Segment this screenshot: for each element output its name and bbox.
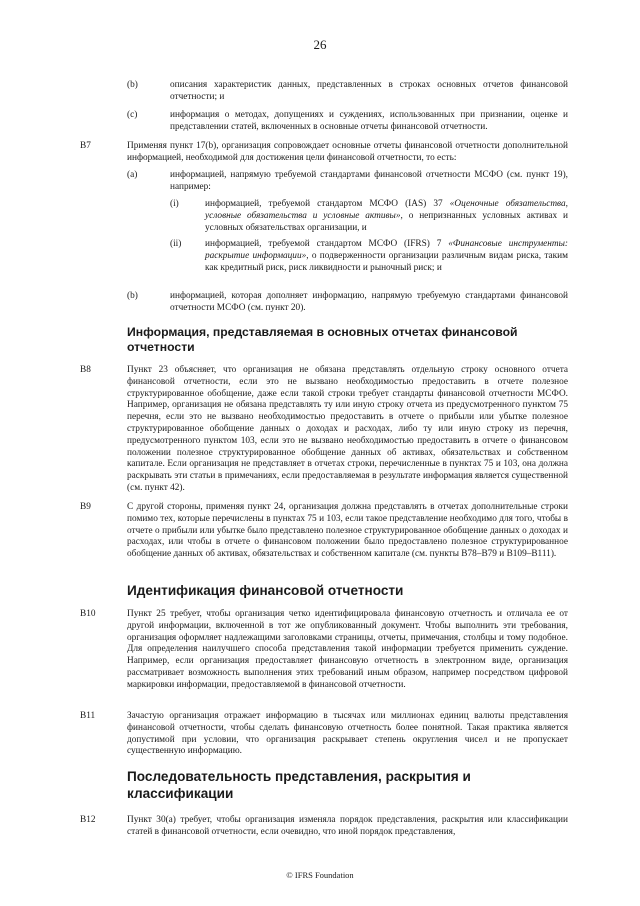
para-label-b8: B8 [80, 365, 91, 375]
para-b7-intro: Применяя пункт 17(b), организация сопровождает основные отчеты финансовой отчетности дополнительной информацией, необходимой для достижения цели финансовой отчетности, то есть: [127, 141, 568, 163]
para-label-b7: B7 [80, 141, 91, 151]
section-heading-primary-statements: Информация, представляемая в основных отчетах финансовой отчетности [127, 325, 518, 354]
para-b12: Пункт 30(а) требует, чтобы организация изменяла порядок представления, раскрытия или классификации статей в финансовой отчетности, если очевидно, что иной порядок представления, [127, 815, 568, 837]
item-text-c: информация о методах, допущениях и суждениях, использованных при признании, оценке и представлении статей, включенных в основные отчеты финансовой отчетности. [170, 110, 568, 132]
b7-ii-text [205, 239, 568, 274]
para-label-b12: B12 [80, 815, 96, 825]
b7-i-text [205, 199, 568, 234]
para-b9: С другой стороны, применяя пункт 24, организация должна представлять в отчетах дополнительные строки помимо тех, которые перечислены в пунктах 75 и 103, если такое представление необходимо для того, чтобы в отчете о прибыли или убытке было представлено полезное структурированное обобщение данных о доходах и расходах, или чтобы в отчете о финансовом положении было предоставлено полезное структурированное обобщение данных об активах, обязательствах и собственном капитале (см. пункты B78–B79 и B109–B111). [127, 502, 568, 560]
page-footer: © IFRS Foundation [286, 870, 354, 880]
para-label-b9: B9 [80, 502, 91, 512]
section-heading-sequence: Последовательность представления, раскрытия и классификации [127, 769, 471, 801]
para-label-b10: B10 [80, 609, 96, 619]
page-number: 26 [313, 37, 327, 52]
b7-b-label: (b) [127, 291, 138, 301]
b7-ii-post: , о подверженности организации различным видам риска, таким как кредитный риск, риск ликвидности и рыночный риск; и [205, 250, 568, 273]
para-label-b11: B11 [80, 711, 96, 721]
b7-i-post: , о непризнанных условных активах и условных обязательствах организации, и [205, 210, 569, 233]
b7-i-pre: информацией, требуемой стандартом МСФО (IAS) 37 [205, 199, 443, 209]
para-b8: Пункт 23 объясняет, что организация не обязана представлять отдельную строку основного отчета финансовой отчетности, если это не вызвано необходимостью предоставить в отчете полезное структурированное обобщение, даже если такой строки требует стандарты финансовой отчетности МСФО. Например, организация не обязана представлять ту или иную строку отчета из предусмотренного пунктом 75 перечня, если это не вызвано необходимостью предоставить в отчете о прибыли или убытке полезное структурированное обобщение данных о доходах и расходах, либо ту или иную строку из перечня, предусмотренного пунктом 103, если это не вызвано необходимостью предоставить в отчете о финансовом положении полезное структурированное обобщение данных об активах, обязательствах и собственном капитале. Если организация не представляет в отчетах строки, перечисленные в пунктах 75 и 103, она должна раскрывать эти статьи в примечаниях, если предоставляемая в результате информация является существенной (см. пункт 42). [127, 365, 568, 493]
section-heading-identification: Идентификация финансовой отчетности [127, 583, 404, 598]
item-label-b: (b) [127, 80, 138, 90]
para-b11: Зачастую организация отражает информацию в тысячах или миллионах единиц валюты представления финансовой отчетности, чтобы сделать финансовую отчетность более понятной. Такая практика является допустимой при условии, что организация раскрывает степень округления чисел и не пропускает существенную информацию. [127, 711, 568, 757]
b7-a-label: (a) [127, 170, 138, 180]
para-b10: Пункт 25 требует, чтобы организация четко идентифицировала финансовую отчетность и отличала ее от другой информации, включенной в тот же опубликованный документ. Чтобы выполнить эти требования, организация оформляет надлежащими заголовками страницы, отчеты, примечания, столбцы и тому подобное. Для определения наилучшего способа представления такой информации требуется применить суждение. Например, если организация предоставляет финансовую отчетность в электронном виде, организация рассматривает возможность выполнения этих требований иным образом, например посредством цифровой маркировки информации, предоставляемой в финансовой отчетности. [127, 609, 568, 690]
b7-b-text: информацией, которая дополняет информацию, напрямую требуемую стандартами финансовой отчетности МСФО (см. пункт 20). [170, 291, 568, 313]
item-label-c: (c) [127, 110, 138, 120]
item-text-b: описания характеристик данных, представленных в строках основных отчетов финансовой отчетности; и [170, 80, 568, 102]
b7-ii-pre: информацией, требуемой стандартом МСФО (IFRS) 7 [205, 239, 442, 249]
b7-i-label: (i) [170, 199, 179, 209]
b7-i-title: «Оценочные обязательства, условные обязательства и условные активы» [205, 199, 568, 221]
b7-ii-label: (ii) [170, 239, 182, 249]
b7-a-text: информацией, напрямую требуемой стандартами финансовой отчетности МСФО (см. пункт 19), например: [170, 170, 568, 192]
b7-ii-title: «Финансовые инструменты: раскрытие информации» [205, 239, 568, 261]
